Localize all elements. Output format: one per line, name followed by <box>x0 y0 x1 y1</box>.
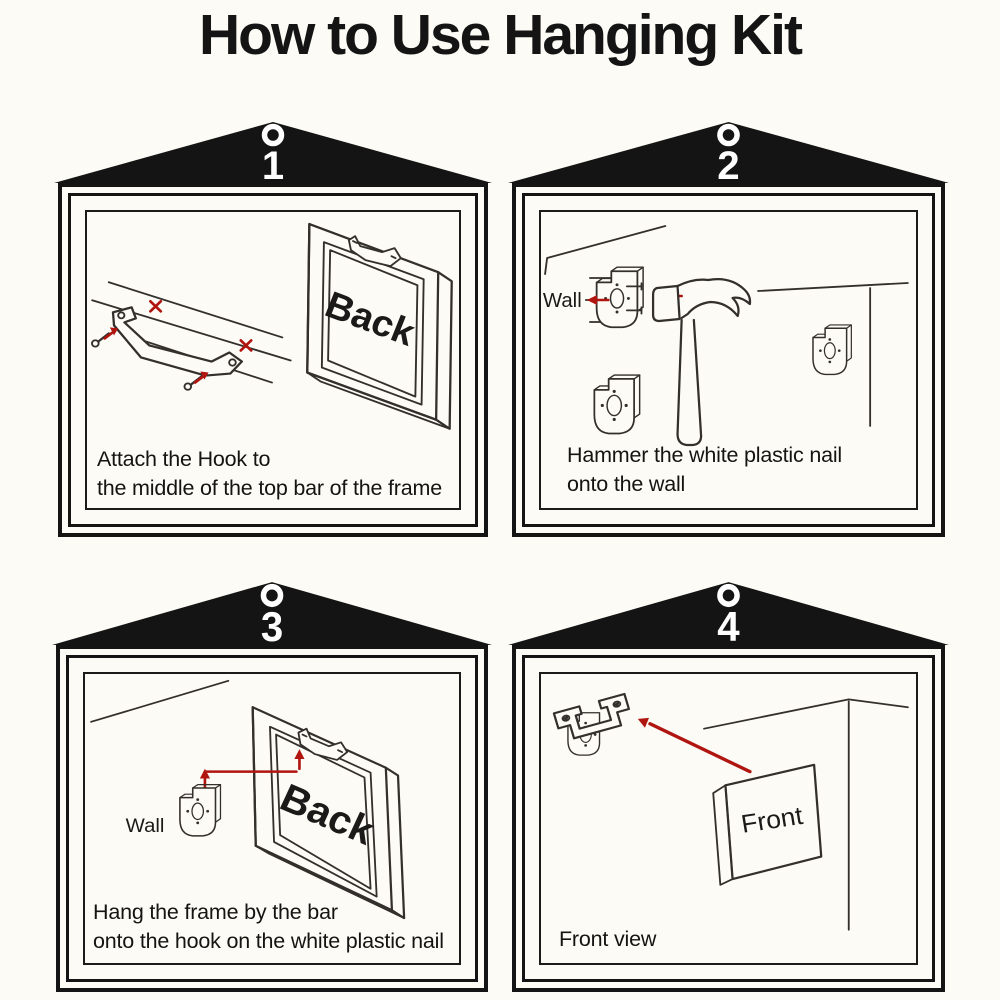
step-3 <box>56 580 488 992</box>
step-number: 2 <box>717 143 740 183</box>
frame-back-label: Back <box>319 284 421 355</box>
step-2 <box>512 120 945 537</box>
hammer-icon <box>653 279 750 445</box>
wall-label: Wall <box>125 815 165 838</box>
frame-front-label: Front <box>739 802 805 839</box>
page-title: How to Use Hanging Kit <box>199 3 801 67</box>
step-3-roof <box>52 580 492 645</box>
step-number: 1 <box>261 144 285 183</box>
ceiling-corner-line <box>545 226 665 274</box>
step-number: 4 <box>717 603 740 645</box>
keyhole-ring-icon <box>720 587 737 605</box>
plastic-nail-main-icon <box>597 267 643 327</box>
plastic-nail-lower-icon <box>594 375 639 434</box>
red-pointer-arrow <box>638 718 750 772</box>
keyhole-ring-icon <box>720 127 737 144</box>
step-3-panel <box>56 645 488 992</box>
step-1-roof <box>54 120 492 183</box>
wall-label: Wall <box>542 290 582 312</box>
step-1-caption: Attach the Hook to the middle of the top bar of the frame <box>97 447 442 500</box>
step-1-panel <box>58 183 488 537</box>
step-1 <box>58 120 488 537</box>
picture-frame-front <box>713 765 821 885</box>
step-4-caption: Front view <box>559 926 657 951</box>
step-4 <box>512 580 945 992</box>
step-number: 3 <box>260 603 284 645</box>
plastic-nail-icon <box>180 785 221 836</box>
step-2-roof <box>508 120 949 183</box>
ceiling-corner-line <box>91 681 228 722</box>
frame-back-label: Back <box>273 775 381 854</box>
step-2-caption: Hammer the white plastic nail onto the wall <box>567 443 843 496</box>
keyhole-ring-icon <box>265 127 282 144</box>
picture-frame-back <box>307 224 451 429</box>
step-4-panel <box>512 645 945 992</box>
step-3-caption: Hang the frame by the bar onto the hook on the white plastic nail <box>93 900 444 953</box>
step-4-illustration <box>541 674 916 963</box>
step-4-roof <box>508 580 949 645</box>
plastic-nail-right-icon <box>813 325 851 375</box>
step-2-panel <box>512 183 945 537</box>
picture-frame-back <box>253 707 404 918</box>
keyhole-ring-icon <box>263 587 280 605</box>
